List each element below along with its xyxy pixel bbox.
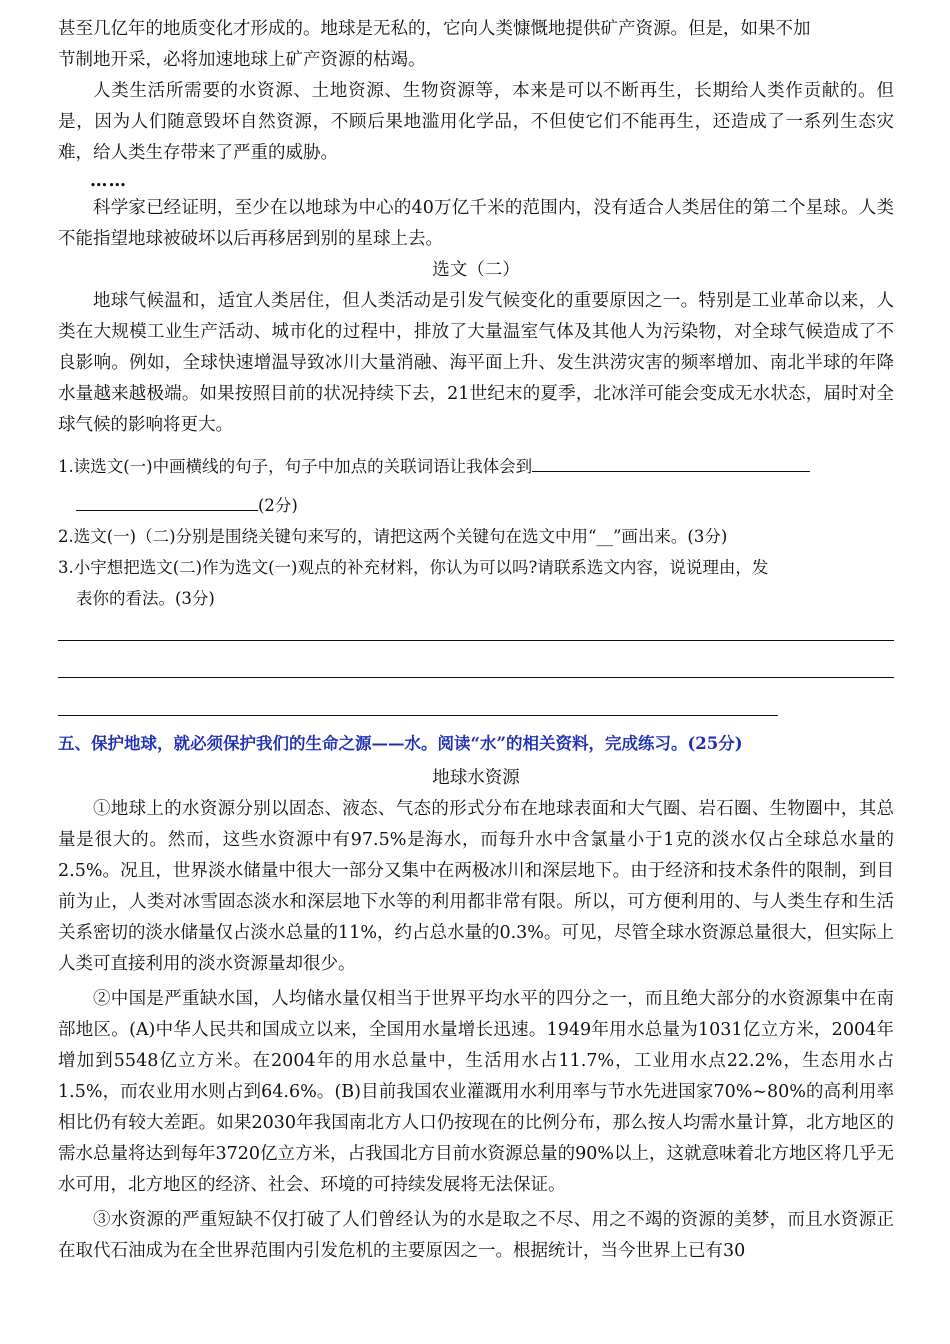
- answer-line-2[interactable]: [58, 677, 894, 678]
- section5-title: 地球水资源: [432, 768, 520, 788]
- question-1-score: (2分): [258, 496, 298, 515]
- question-1: [58, 451, 894, 482]
- answer-blank-1b[interactable]: [76, 490, 258, 511]
- passage1-para-a-line1: 甚至几亿年的地质变化才形成的。地球是无私的，它向人类慷慨地提供矿产资源。但是，如果不加: [58, 19, 811, 39]
- passage1-para-b: 人类生活所需要的水资源、土地资源、生物资源等，本来是可以不断再生，长期给人类作贡献的。但是，因为人们随意毁坏自然资源，不顾后果地滥用化学品，不但使它们不能再生，还造成了一系列生态灾难，给人类生存带来了严重的威胁。: [58, 81, 894, 163]
- question-3-line1: 3.小宇想把选文(二)作为选文(一)观点的补充材料，你认为可以吗?请联系选文内容，说说理由，发: [58, 558, 769, 577]
- passage1-para-a-line2: 节制地开采，必将加速地球上矿产资源的枯竭。: [58, 50, 426, 70]
- answer-line-3[interactable]: [58, 715, 778, 716]
- passage2-title: 选文（二）: [432, 260, 520, 280]
- question-3-line2: 表你的看法。(3分): [76, 589, 215, 608]
- answer-line-1[interactable]: [58, 640, 894, 641]
- question-1-text: 1.读选文(一)中画横线的句子，句子中加点的关联词语让我体会到: [58, 457, 533, 476]
- question-1-cont: [58, 490, 894, 521]
- passage2-para: 地球气候温和，适宜人类居住，但人类活动是引发气候变化的重要原因之一。特别是工业革命以来，人类在大规模工业生产活动、城市化的过程中，排放了大量温室气体及其他人为污染物，对全球气候造成了不良影响。例如，全球快速增温导致冰川大量消融、海平面上升、发生洪涝灾害的频率增加、南北半球的年降水量越来越极端。如果按照目前的状况持续下去，21世纪末的夏季，北冰洋可能会变成无水状态，届时对全球气候的影响将更大。: [58, 291, 894, 435]
- passage1-para-c: 科学家已经证明，至少在以地球为中心的40万亿千米的范围内，没有适合人类居住的第二个星球。人类不能指望地球被破坏以后再移居到别的星球上去。: [58, 198, 894, 249]
- question-2: 2.选文(一)（二)分别是围绕关键句来写的，请把这两个关键句在选文中用“__”画出来。(3分): [58, 527, 728, 546]
- section5-heading: 五、保护地球，就必须保护我们的生命之源——水。阅读“水”的相关资料，完成练习。(25分): [58, 734, 743, 753]
- document-page: [58, 14, 894, 1267]
- answer-blank-1a[interactable]: [532, 451, 810, 472]
- water-para-2: ②中国是严重缺水国，人均储水量仅相当于世界平均水平的四分之一，而且绝大部分的水资源集中在南部地区。(A)中华人民共和国成立以来，全国用水量增长迅速。1949年用水总量为1031亿立方米，2004年增加到5548亿立方米。在2004年的用水总量中，生活用水占11.7%，工业用水点22.2%，生态用水占1.5%，而农业用水则占到64.6%。(B)目前我国农业灌溉用水利用率与节水先进国家70%~80%的高利用率相比仍有较大差距。如果2030年我国南北方人口仍按现在的比例分布，那么按人均需水量计算，北方地区的需水总量将达到每年3720亿立方米，占我国北方目前水资源总量的90%以上，这就意味着北方地区将几乎无水可用，北方地区的经济、社会、环境的可持续发展将无法保证。: [58, 989, 894, 1195]
- water-para-1: ①地球上的水资源分别以固态、液态、气态的形式分布在地球表面和大气圈、岩石圈、生物圈中，其总量是很大的。然而，这些水资源中有97.5%是海水，而每升水中含氯量小于1克的淡水仅占全球总水量的2.5%。况且，世界淡水储量中很大一部分又集中在两极冰川和深层地下。由于经济和技术条件的限制，到目前为止，人类对冰雪固态淡水和深层地下水等的利用都非常有限。所以，可方便利用的、与人类生存和生活关系密切的淡水储量仅占淡水总量的11%，约占总水量的0.3%。可见，尽管全球水资源总量很大，但实际上人类可直接利用的淡水资源量却很少。: [58, 799, 894, 974]
- ellipsis: ……: [90, 171, 127, 191]
- water-para-3: ③水资源的严重短缺不仅打破了人们曾经认为的水是取之不尽、用之不竭的资源的美梦，而且水资源正在取代石油成为在全世界范围内引发危机的主要原因之一。根据统计，当今世界上已有30: [58, 1210, 894, 1261]
